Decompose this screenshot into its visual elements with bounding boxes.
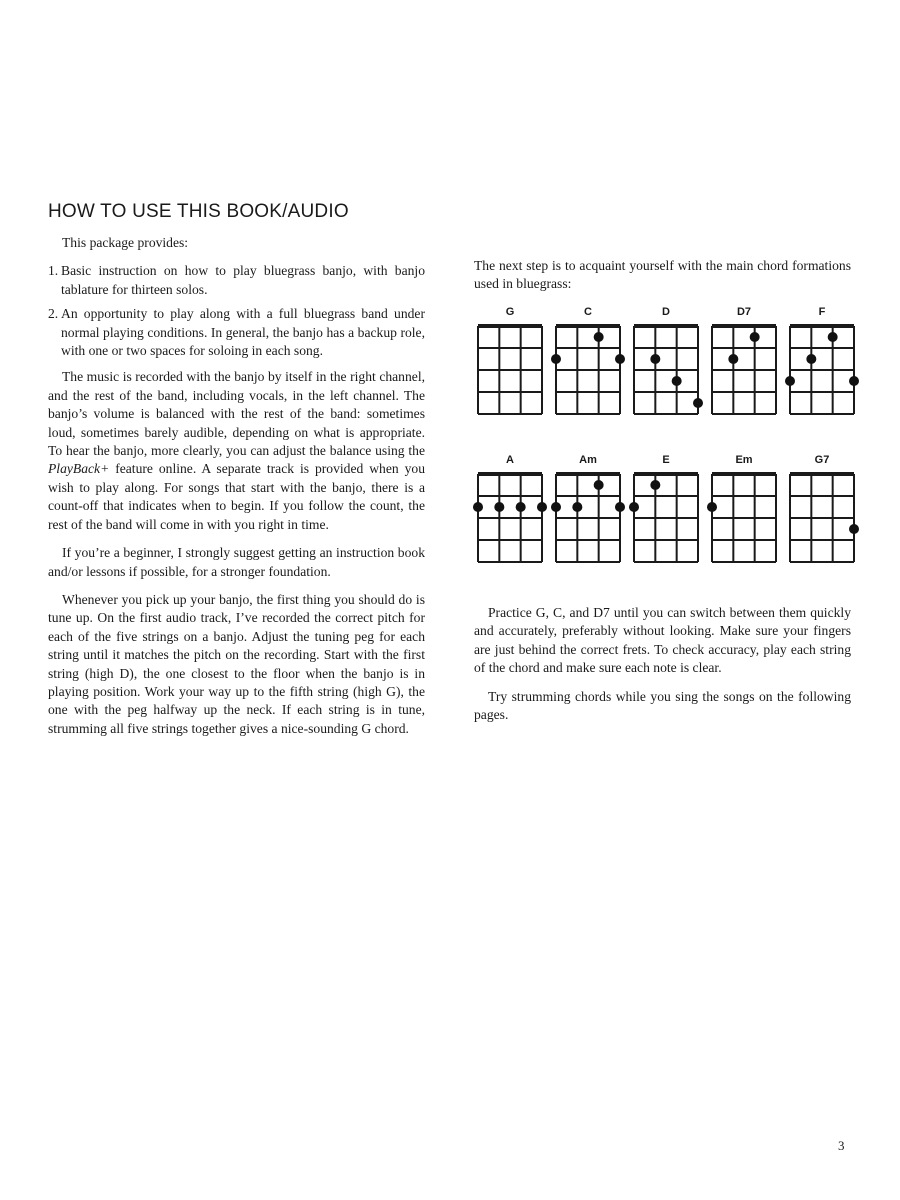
chord-nut	[634, 324, 698, 328]
right-column	[474, 257, 851, 304]
finger-dot	[750, 332, 760, 342]
finger-dot	[572, 502, 582, 512]
chord-name: A	[506, 454, 514, 466]
chord-name: C	[584, 306, 592, 318]
next-step-paragraph: The next step is to acquaint yourself with the main chord formations used in bluegrass:	[474, 258, 851, 292]
finger-dot	[650, 480, 660, 490]
finger-dot	[551, 502, 561, 512]
chord-grid	[478, 326, 542, 414]
right-column-lower	[474, 604, 851, 734]
finger-dot	[728, 354, 738, 364]
page-number: 3	[838, 1138, 845, 1153]
finger-dot	[849, 524, 859, 534]
finger-dot	[594, 332, 604, 342]
recording-text-b: feature online. A separate track is provided when you wish to play along. For songs that start with the banjo, there is a count-off that indicates when to begin. If you follow the count, the rest of the band will come in with you right in time.	[48, 461, 425, 532]
list-item	[48, 305, 425, 360]
list-item	[48, 262, 425, 299]
left-column	[48, 234, 425, 748]
finger-dot	[693, 398, 703, 408]
chord-nut	[790, 472, 854, 476]
finger-dot	[849, 376, 859, 386]
finger-dot	[551, 354, 561, 364]
finger-dot	[494, 502, 504, 512]
finger-dot	[650, 354, 660, 364]
chord-grid	[634, 474, 698, 562]
chord-nut	[556, 324, 620, 328]
finger-dot	[785, 376, 795, 386]
chord-name: E	[662, 454, 670, 466]
chord-diagrams	[470, 306, 870, 596]
chord-name: G7	[814, 454, 830, 466]
chord-nut	[712, 472, 776, 476]
practice-paragraph: Practice G, C, and D7 until you can switch between them quickly and accurately, preferably without looking. Make sure your fingers are just behind the correct frets. To check accuracy, play each string of the chord and make sure each note is clear.	[474, 605, 851, 676]
chord-name: D7	[736, 306, 752, 318]
chord-grid	[556, 474, 620, 562]
recording-paragraph	[48, 368, 425, 534]
finger-dot	[594, 480, 604, 490]
chord-grid	[712, 326, 776, 414]
finger-dot	[707, 502, 717, 512]
chord-name: F	[818, 306, 826, 318]
beginner-paragraph: If you’re a beginner, I strongly suggest getting an instruction book and/or lessons if possible, for a stronger foundation.	[48, 545, 425, 579]
tuning-paragraph: Whenever you pick up your banjo, the first thing you should do is tune up. On the first audio track, I’ve recorded the correct pitch for each of the five strings on a banjo. Adjust the tuning peg for each string until it matches the pitch on the recording. Start with the first string (high D), the one closest to the floor when the banjo is in playing position. Work your way up to the fifth string (high G), the one with the peg halfway up the neck. If each string is in tune, strumming all five strings together gives a nice-sounding G chord.	[48, 591, 425, 736]
list-item-number: 2.	[48, 306, 59, 322]
chord-name: Em	[735, 454, 753, 466]
chord-nut	[556, 472, 620, 476]
chord-grid	[478, 474, 542, 562]
chord-grid	[790, 326, 854, 414]
finger-dot	[629, 502, 639, 512]
finger-dot	[806, 354, 816, 364]
finger-dot	[672, 376, 682, 386]
chord-grid	[712, 474, 776, 562]
chord-name: Am	[579, 454, 597, 466]
recording-text-a: The music is recorded with the banjo by itself in the right channel, and the rest of the band, including vocals, in the left channel. The banjo’s volume is balanced with the rest of the band: sometimes loud, sometimes barely audible, depending on what is appropriate. To hear the banjo, more clearly, you can adjust the balance using the	[48, 369, 425, 459]
list-item-text: Basic instruction on how to play bluegrass banjo, with banjo tablature for thirteen solos.	[61, 263, 425, 297]
chord-nut	[478, 324, 542, 328]
chord-grid	[790, 474, 854, 562]
playback-feature-name: PlayBack+	[48, 461, 110, 477]
intro-paragraph: This package provides:	[62, 235, 189, 250]
section-heading: HOW TO USE THIS BOOK/AUDIO	[48, 201, 349, 222]
chord-nut	[478, 472, 542, 476]
chord-grid	[556, 326, 620, 414]
finger-dot	[516, 502, 526, 512]
chord-name: G	[505, 306, 515, 318]
chord-nut	[790, 324, 854, 328]
strumming-paragraph: Try strumming chords while you sing the songs on the following pages.	[474, 688, 851, 723]
chord-grid	[634, 326, 698, 414]
chord-name: D	[662, 306, 670, 318]
list-item-text: An opportunity to play along with a full bluegrass band under normal playing conditions. In general, the banjo has a backup role, with one or two spaces for soloing in each song.	[61, 306, 425, 359]
finger-dot	[537, 502, 547, 512]
chord-nut	[712, 324, 776, 328]
list-item-number: 1.	[48, 263, 59, 279]
finger-dot	[615, 502, 625, 512]
chord-nut	[634, 472, 698, 476]
finger-dot	[473, 502, 483, 512]
finger-dot	[828, 332, 838, 342]
provides-list	[48, 262, 425, 360]
finger-dot	[615, 354, 625, 364]
